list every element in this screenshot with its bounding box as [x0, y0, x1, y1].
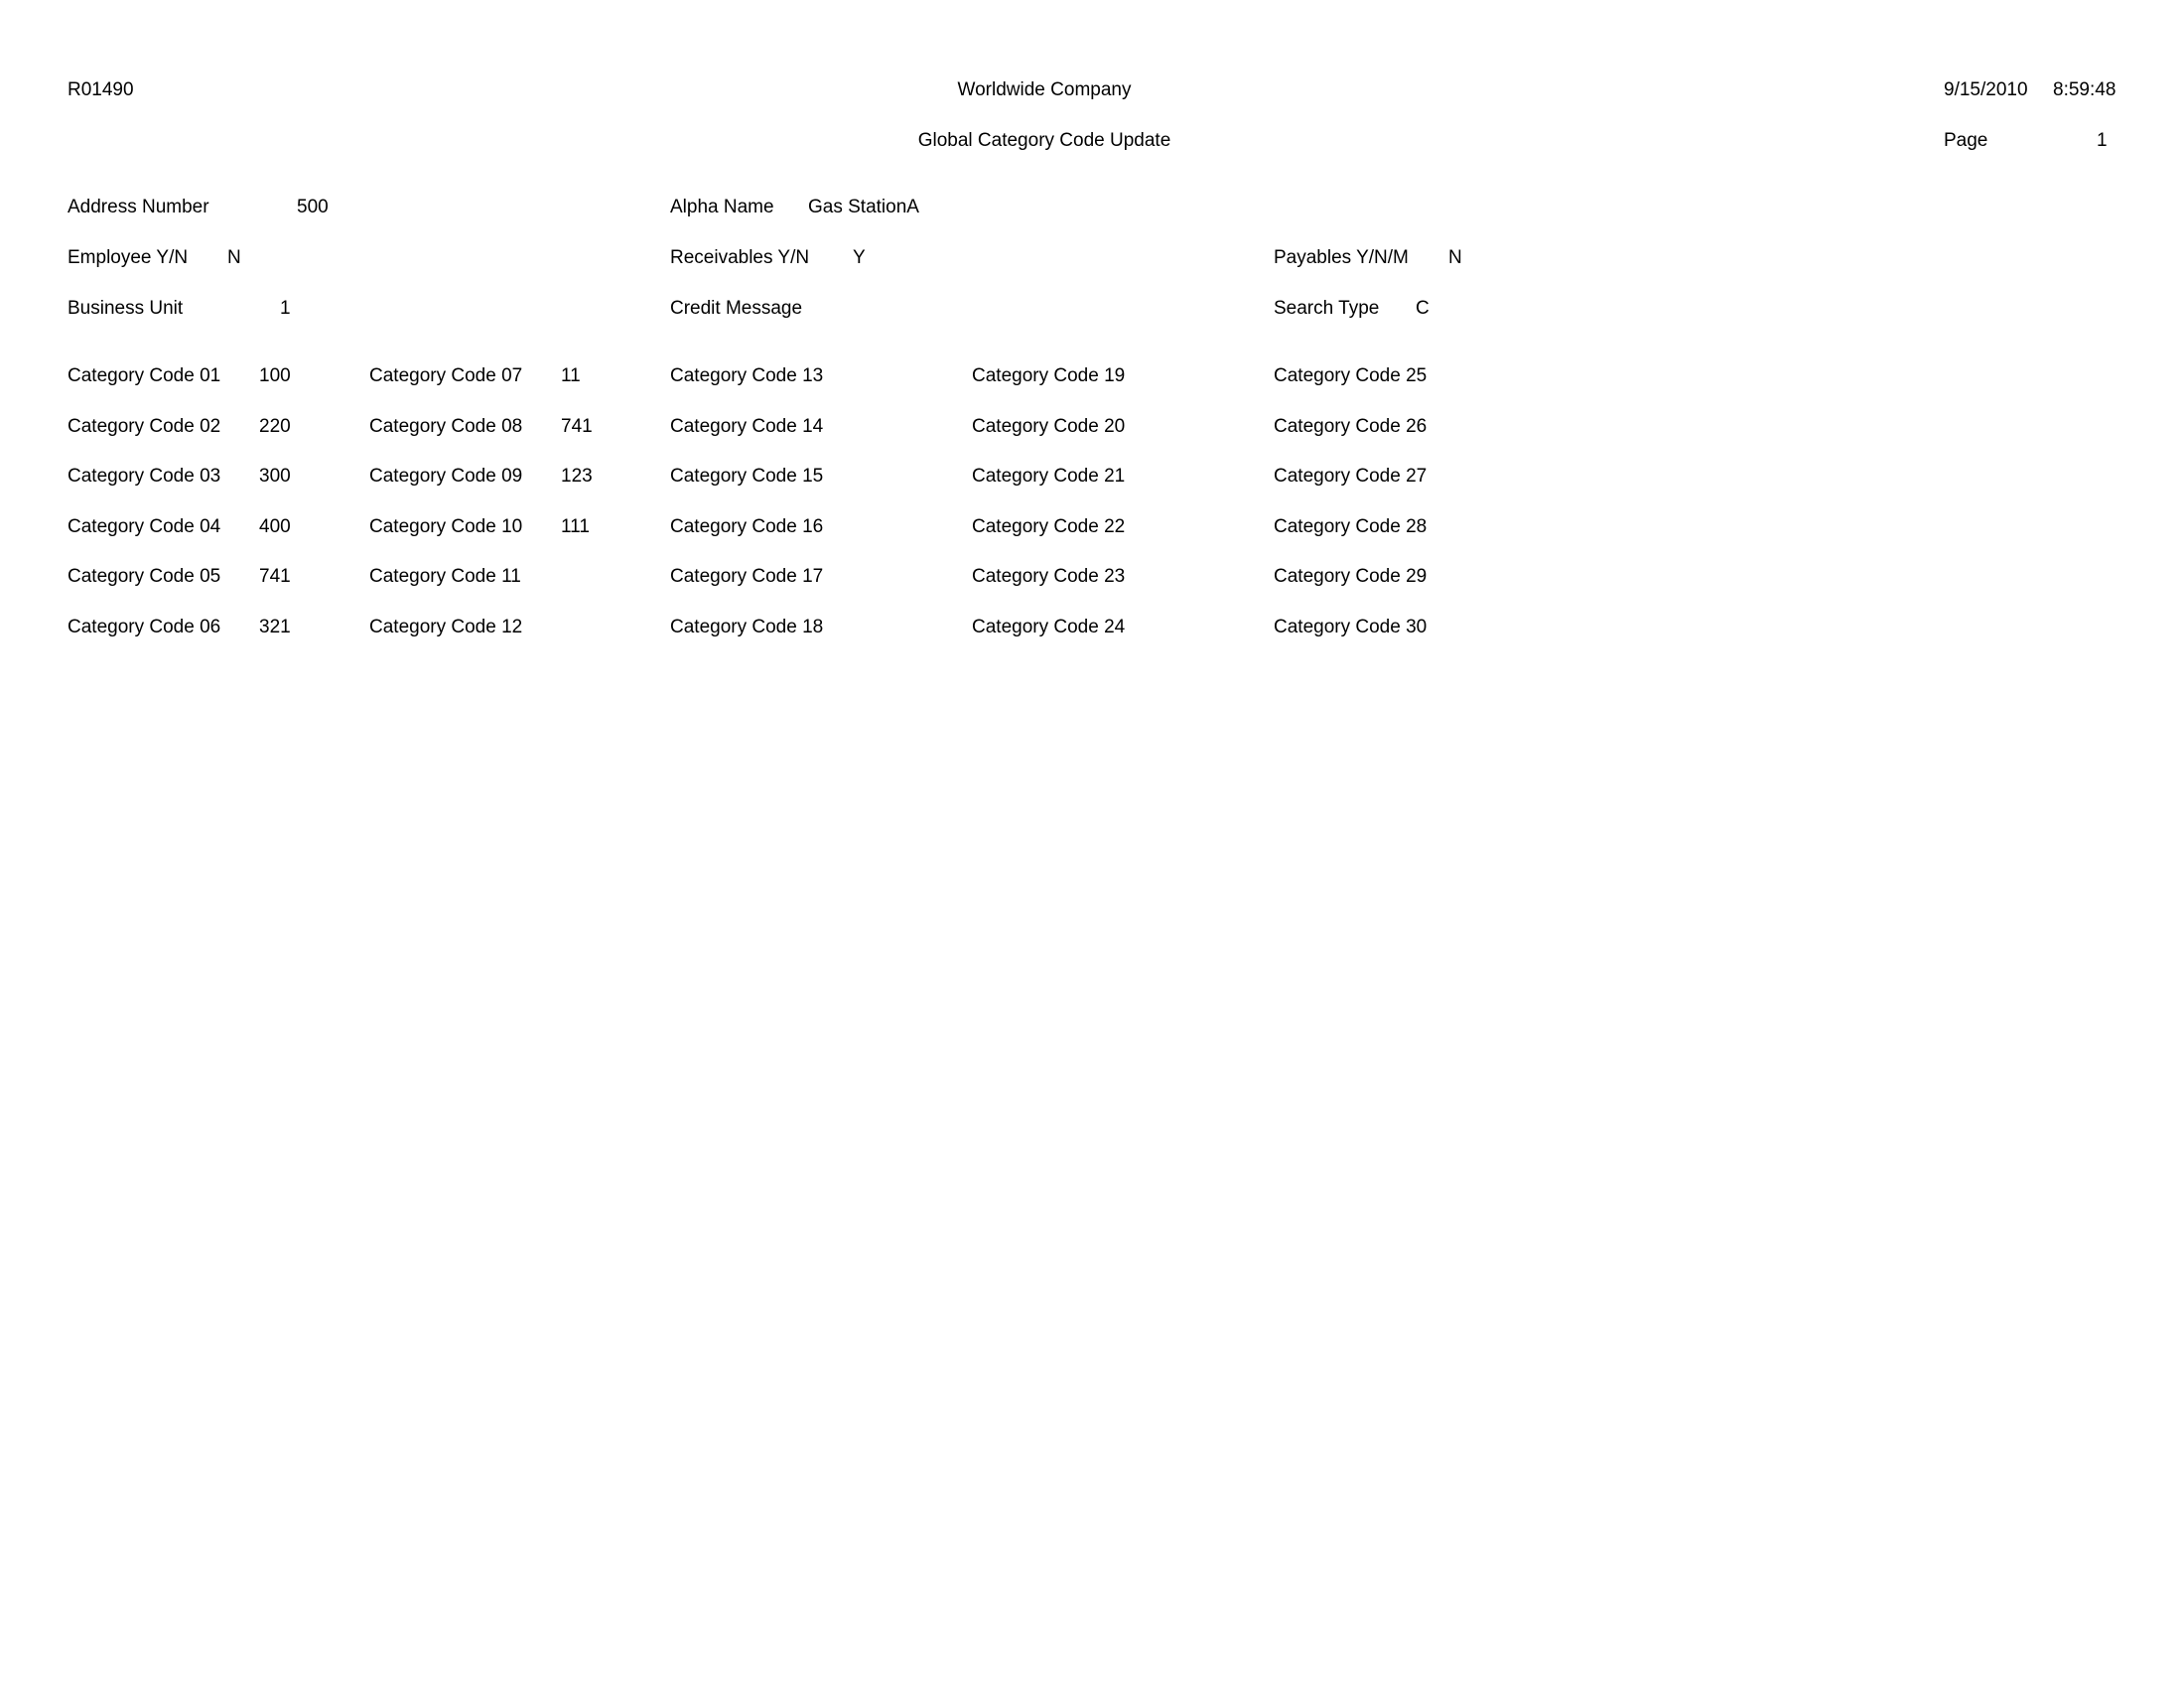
business-unit-value: 1	[280, 298, 291, 319]
category-code-value: 300	[259, 466, 291, 487]
category-code-label: Category Code 30	[1274, 617, 1428, 637]
category-code-value: 100	[259, 365, 291, 386]
search-type-value: C	[1416, 298, 1430, 319]
category-code-label: Category Code 14	[670, 416, 824, 437]
category-code-label: Category Code 07	[369, 365, 523, 386]
payables-value: N	[1448, 247, 1462, 268]
category-code-label: Category Code 21	[972, 466, 1126, 487]
credit-message-label: Credit Message	[670, 298, 803, 319]
category-code-label: Category Code 06	[68, 617, 221, 637]
report-id: R01490	[68, 79, 134, 100]
category-code-label: Category Code 17	[670, 566, 824, 587]
business-unit-label: Business Unit	[68, 298, 184, 319]
employee-value: N	[227, 247, 241, 268]
payables-label: Payables Y/N/M	[1274, 247, 1409, 268]
search-type-label: Search Type	[1274, 298, 1380, 319]
category-code-label: Category Code 26	[1274, 416, 1428, 437]
category-code-label: Category Code 19	[972, 365, 1126, 386]
category-code-value: 220	[259, 416, 291, 437]
category-code-label: Category Code 29	[1274, 566, 1428, 587]
category-code-value: 400	[259, 516, 291, 537]
receivables-value: Y	[853, 247, 866, 268]
category-code-label: Category Code 16	[670, 516, 824, 537]
address-number-label: Address Number	[68, 197, 209, 217]
category-code-label: Category Code 08	[369, 416, 523, 437]
category-code-label: Category Code 24	[972, 617, 1126, 637]
category-code-value: 11	[561, 365, 581, 386]
category-code-label: Category Code 13	[670, 365, 824, 386]
category-code-label: Category Code 09	[369, 466, 523, 487]
category-code-value: 321	[259, 617, 291, 637]
employee-label: Employee Y/N	[68, 247, 189, 268]
category-code-value: 123	[561, 466, 593, 487]
category-code-label: Category Code 11	[369, 566, 521, 587]
page-number: 1	[2097, 130, 2108, 151]
category-code-label: Category Code 03	[68, 466, 221, 487]
page-label: Page	[1944, 130, 1988, 151]
category-code-value: 111	[561, 516, 590, 537]
alpha-name-value: Gas StationA	[808, 197, 919, 217]
address-number-value: 500	[297, 197, 329, 217]
category-code-label: Category Code 01	[68, 365, 221, 386]
category-code-label: Category Code 10	[369, 516, 523, 537]
category-code-label: Category Code 27	[1274, 466, 1428, 487]
category-code-label: Category Code 02	[68, 416, 221, 437]
category-code-label: Category Code 12	[369, 617, 523, 637]
category-code-label: Category Code 15	[670, 466, 824, 487]
category-code-label: Category Code 18	[670, 617, 824, 637]
company-name: Worldwide Company	[957, 79, 1132, 100]
category-code-label: Category Code 20	[972, 416, 1126, 437]
category-code-label: Category Code 28	[1274, 516, 1428, 537]
category-code-value: 741	[259, 566, 291, 587]
alpha-name-label: Alpha Name	[670, 197, 774, 217]
report-date: 9/15/2010	[1944, 79, 2028, 100]
receivables-label: Receivables Y/N	[670, 247, 810, 268]
report-title: Global Category Code Update	[917, 130, 1171, 151]
category-code-label: Category Code 22	[972, 516, 1126, 537]
category-code-label: Category Code 04	[68, 516, 221, 537]
category-code-label: Category Code 05	[68, 566, 221, 587]
report-time: 8:59:48	[2053, 79, 2116, 100]
category-code-label: Category Code 23	[972, 566, 1126, 587]
category-code-value: 741	[561, 416, 593, 437]
category-code-label: Category Code 25	[1274, 365, 1428, 386]
